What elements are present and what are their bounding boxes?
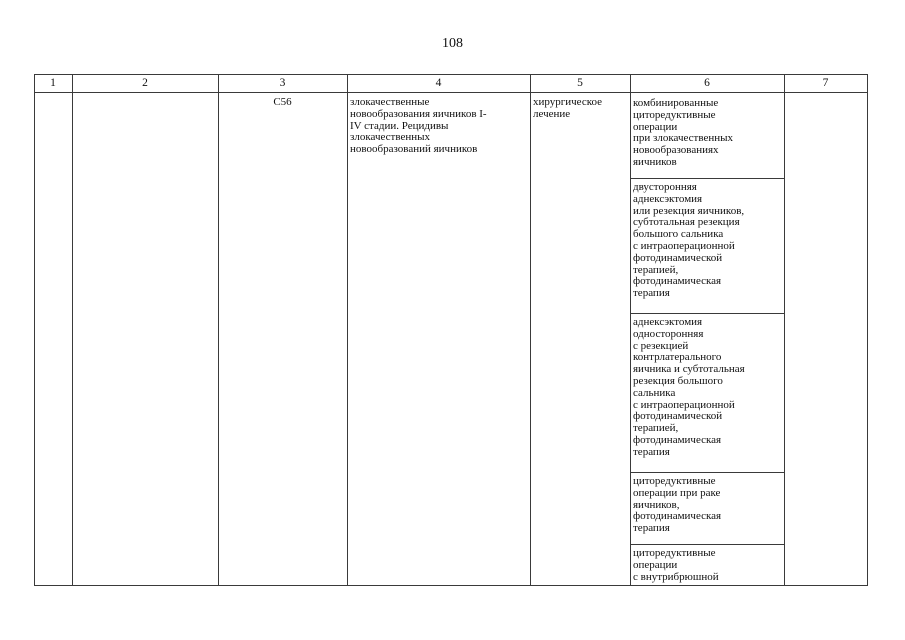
col-border-5 [630,74,631,586]
cell-method-4: циторедуктивные операции при раке яичников, фотодинамическая терапия [633,475,722,535]
cell-method-1: комбинированные циторедуктивные операции при злокачественных новообразованиях яичников [633,97,734,168]
cell-diagnosis: злокачественные новообразования яичников I- IV стадии. Рецидивы злокачественных новообразований яичников [350,96,487,156]
col-border-left [34,74,35,586]
header-col-2: 2 [142,77,148,89]
col-border-1 [72,74,73,586]
col-border-4 [530,74,531,586]
col-border-6 [784,74,785,586]
cell-treatment-type: хирургическое лечение [533,96,603,120]
header-col-6: 6 [704,77,710,89]
col-border-right [867,74,868,586]
method-divider-4 [630,544,785,545]
cell-method-5: циторедуктивные операции с внутрибрюшной [633,547,719,583]
cell-method-2: двусторонняя аднексэктомия или резекция яичников, субтотальная резекция большого сальника с интраоперационной фотодинамической терапией, фотодинамическая терапия [633,181,745,300]
header-col-5: 5 [577,77,583,89]
col-border-3 [347,74,348,586]
header-col-1: 1 [50,77,56,89]
col-border-2 [218,74,219,586]
method-divider-3 [630,472,785,473]
header-bottom-border [34,92,868,93]
cell-code: C56 [273,96,292,108]
method-divider-2 [630,313,785,314]
method-divider-1 [630,178,785,179]
header-col-3: 3 [279,77,286,89]
table-bottom-border [34,585,868,586]
page-number: 108 [442,36,463,51]
header-col-4: 4 [435,77,442,89]
cell-method-3: аднексэктомия односторонняя с резекцией контрлатерального яичника и субтотальная резекция большого сальника с интраоперационной фотодинамической терапией, фотодинамическая терапия [633,316,745,458]
header-col-7: 7 [822,77,829,89]
